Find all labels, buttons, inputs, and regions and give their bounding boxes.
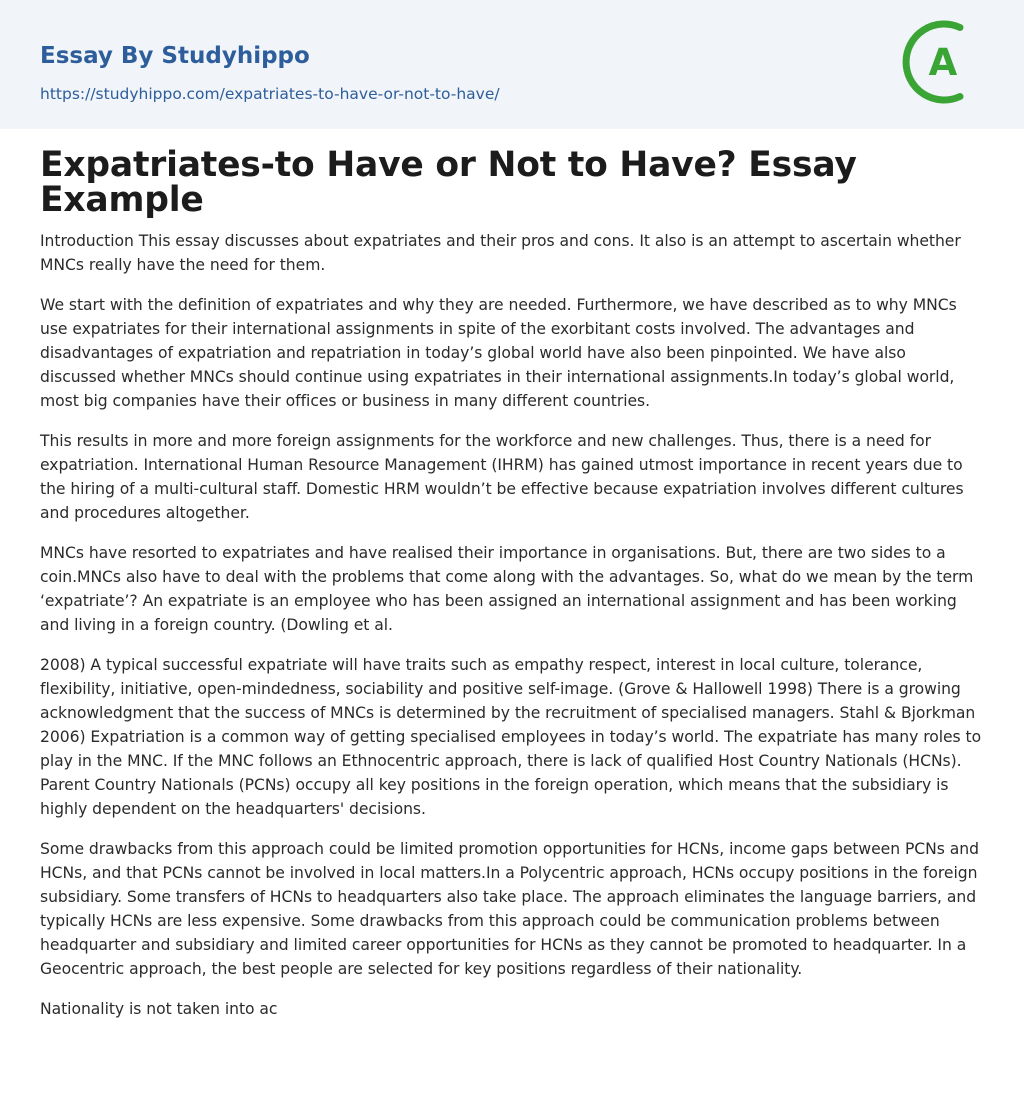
site-title: Essay By Studyhippo xyxy=(40,43,310,69)
paragraph: Nationality is not taken into ac xyxy=(40,1000,278,1018)
paragraph: Some drawbacks from this approach could be limited promotion opportunities for HCNs, income gaps between PCNs and HCNs, and that PCNs cannot be involved in local matters.In a Polycentric approach, HCNs occupy positions in the foreign subsidiary. Some transfers of HCNs to headquarters also take place. The approach eliminates the language barriers, and typically HCNs are less expensive. Some drawbacks from this approach could be communication problems between headquarter and subsidiary and limited career opportunities for HCNs as they cannot be promoted to headquarter. In a Geocentric approach, the best people are selected for key positions regardless of their nationality. xyxy=(40,840,979,978)
paragraph: Introduction This essay discusses about expatriates and their pros and cons. It also is an attempt to ascertain whether MNCs really have the need for them. xyxy=(40,232,961,274)
paragraph: We start with the definition of expatriates and why they are needed. Furthermore, we have described as to why MNCs use expatriates for their international assignments in spite of the exorbitant costs involved. The advantages and disadvantages of expatriation and repatriation in today’s global world have also been pinpointed. We have also discussed whether MNCs should continue using expatriates in their international assignments.In today’s global world, most big companies have their offices or business in many different countries. xyxy=(40,296,957,410)
paragraph: MNCs have resorted to expatriates and have realised their importance in organisations. But, there are two sides to a coin.MNCs also have to deal with the problems that come along with the advantages. So, what do we mean by the term ‘expatriate’? An expatriate is an employee who has been assigned an international assignment and has been working and living in a foreign country. (Dowling et al. xyxy=(40,544,974,634)
a-circle-logo-icon[interactable] xyxy=(899,19,985,105)
source-url-link[interactable]: https://studyhippo.com/expatriates-to-have-or-not-to-have/ xyxy=(40,85,500,103)
page-title: Expatriates-to Have or Not to Have? Essay Example xyxy=(40,145,857,220)
logo-letter: A xyxy=(928,41,958,84)
paragraph: 2008) A typical successful expatriate will have traits such as empathy respect, interest in local culture, tolerance, flexibility, initiative, open-mindedness, sociability and positive self-image. (Grove & Hallowell 1998) There is a growing acknowledgment that the success of MNCs is determined by the recruitment of specialised managers. Stahl & Bjorkman 2006) Expatriation is a common way of getting specialised employees in today’s world. The expatriate has many roles to play in the MNC. If the MNC follows an Ethnocentric approach, there is lack of qualified Host Country Nationals (HCNs). Parent Country Nationals (PCNs) occupy all key positions in the foreign operation, which means that the subsidiary is highly dependent on the headquarters' decisions. xyxy=(40,656,982,818)
paragraph: This results in more and more foreign assignments for the workforce and new challenges. Thus, there is a need for expatriation. International Human Resource Management (IHRM) has gained utmost importance in recent years due to the hiring of a multi-cultural staff. Domestic HRM wouldn’t be effective because expatriation involves different cultures and procedures altogether. xyxy=(40,432,964,522)
site-header xyxy=(0,0,1024,129)
article xyxy=(0,145,1024,1021)
